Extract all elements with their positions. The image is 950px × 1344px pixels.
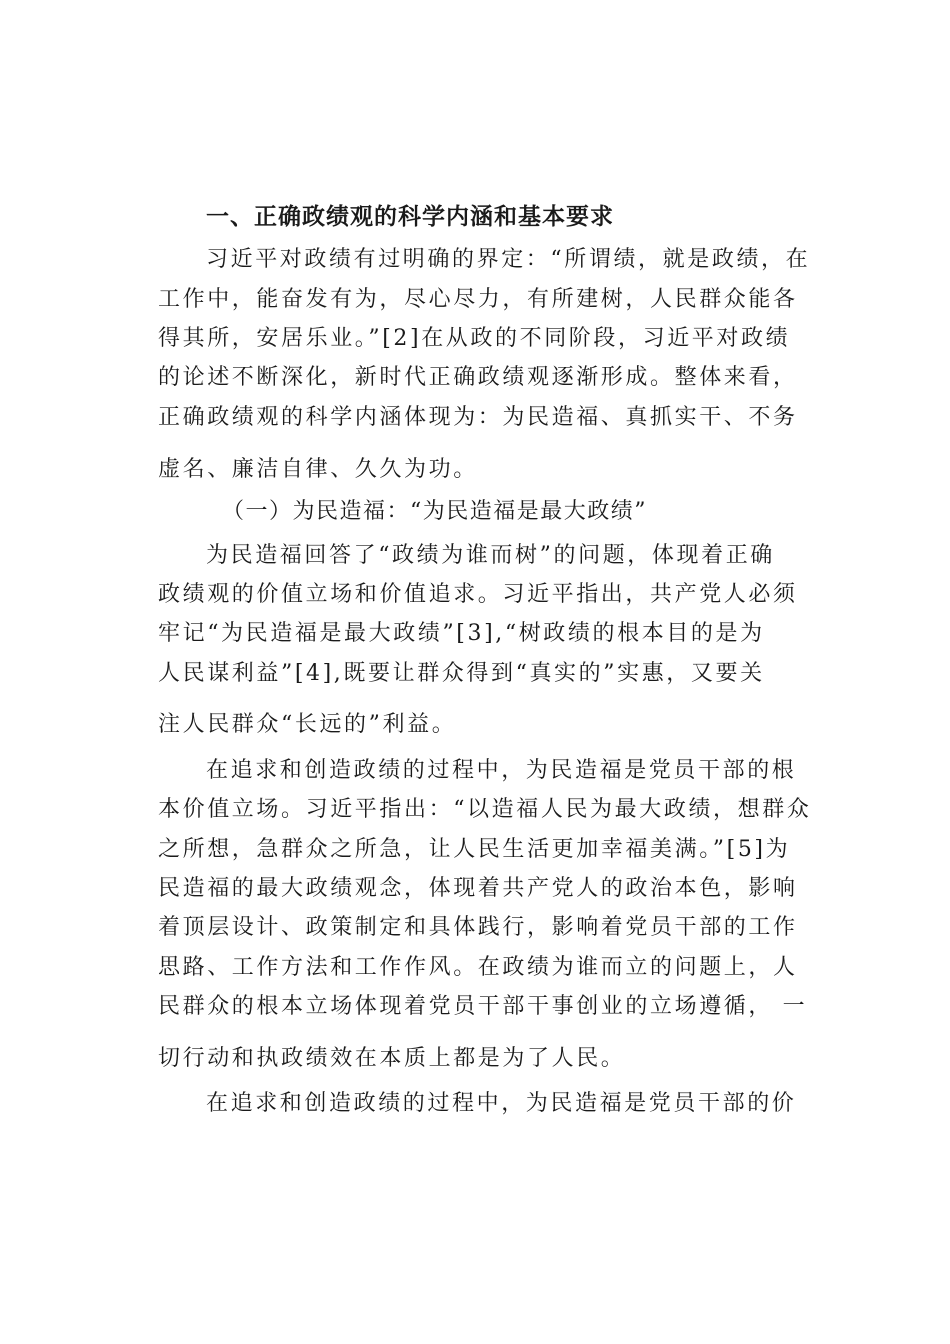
paragraph-line: 虚名、廉洁自律、久久为功。: [158, 457, 478, 482]
paragraph-line: 民造福的最大政绩观念，体现着共产党人的政治本色，影响: [158, 876, 798, 901]
subsection-heading: （一）为民造福：“为民造福是最大政绩”: [222, 499, 647, 524]
paragraph-line: 之所想，急群众之所急，让人民生活更加幸福美满。”[5]为: [158, 837, 791, 862]
paragraph-line: 在追求和创造政绩的过程中，为民造福是党员干部的价: [206, 1091, 797, 1116]
paragraph-line: 工作中，能奋发有为，尽心尽力，有所建树，人民群众能各: [158, 287, 798, 312]
paragraph-line: 着顶层设计、政策制定和具体践行，影响着党员干部的工作: [158, 915, 798, 940]
paragraph-line: 牢记“为民造福是最大政绩”[3],“树政绩的根本目的是为: [158, 621, 765, 646]
paragraph-line: 切行动和执政绩效在本质上都是为了人民。: [158, 1046, 626, 1071]
paragraph-line: 本价值立场。习近平指出：“以造福人民为最大政绩，想群众: [158, 797, 812, 822]
paragraph-line: 得其所，安居乐业。”[2]在从政的不同阶段，习近平对政绩: [158, 326, 791, 351]
paragraph-line: 民群众的根本立场体现着党员干部干事创业的立场遵循， 一: [158, 994, 808, 1019]
section-heading: 一、正确政绩观的科学内涵和基本要求: [206, 204, 614, 230]
paragraph-line: 注人民群众“长远的”利益。: [158, 712, 457, 737]
paragraph-line: 在追求和创造政绩的过程中，为民造福是党员干部的根: [206, 758, 797, 783]
paragraph-line: 政绩观的价值立场和价值追求。习近平指出，共产党人必须: [158, 582, 798, 607]
paragraph-line: 人民谋利益”[4],既要让群众得到“真实的”实惠，又要关: [158, 661, 765, 686]
paragraph-line: 正确政绩观的科学内涵体现为：为民造福、真抓实干、不务: [158, 405, 798, 430]
paragraph-line: 的论述不断深化，新时代正确政绩观逐渐形成。整体来看，: [158, 365, 798, 390]
paragraph-line: 习近平对政绩有过明确的界定：“所谓绩，就是政绩，在: [206, 247, 811, 272]
paragraph-line: 为民造福回答了“政绩为谁而树”的问题，体现着正确: [206, 543, 775, 568]
paragraph-line: 思路、工作方法和工作作风。在政绩为谁而立的问题上，人: [158, 955, 798, 980]
